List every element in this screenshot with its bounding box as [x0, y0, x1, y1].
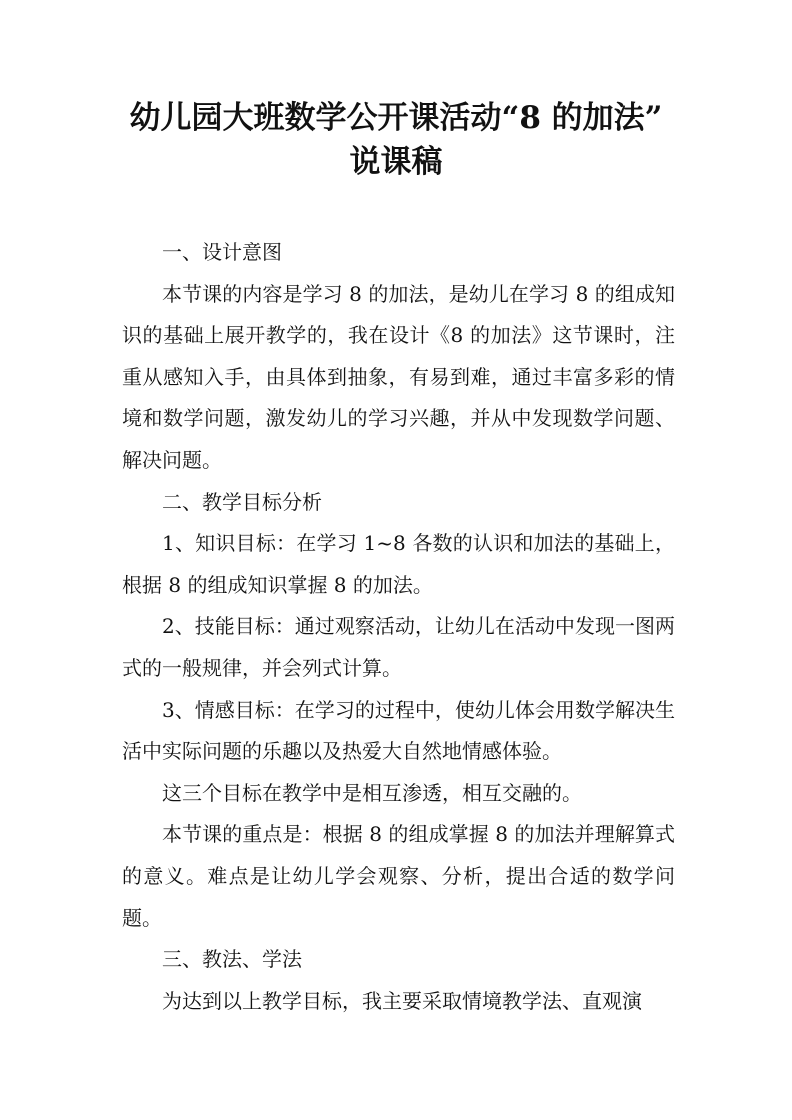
section-heading-methods: 三、教法、学法	[162, 947, 302, 972]
document-title	[110, 96, 682, 184]
paragraph-methods: 为达到以上教学目标，我主要采取情境教学法、直观演	[162, 988, 642, 1013]
section-heading-design-intent: 一、设计意图	[162, 240, 282, 264]
paragraph-knowledge-goal: 1、知识目标：在学习 1~8 各数的认识和加法的基础上，根据 8 的组成知识掌握 8 的加法。	[122, 531, 675, 597]
document-body	[122, 232, 675, 1022]
paragraph-design-intent: 本节课的内容是学习 8 的加法，是幼儿在学习 8 的组成知识的基础上展开教学的，我在设计《8 的加法》这节课时，注重从感知入手，由具体到抽象，有易到难，通过丰富多彩的情境和数学问题，激发幼儿的学习兴趣，并从中发现数学问题、解决问题。	[122, 281, 675, 472]
title-line-2: 说课稿	[349, 144, 443, 180]
title-line-1: 幼儿园大班数学公开课活动“8 的加法”	[129, 100, 663, 136]
section-heading-objectives: 二、教学目标分析	[162, 489, 322, 514]
paragraph-key-points: 本节课的重点是：根据 8 的组成掌握 8 的加法并理解算式的意义。难点是让幼儿学会观察、分析，提出合适的数学问题。	[122, 822, 675, 930]
paragraph-skill-goal: 2、技能目标：通过观察活动，让幼儿在活动中发现一图两式的一般规律，并会列式计算。	[122, 614, 675, 680]
paragraph-emotion-goal: 3、情感目标：在学习的过程中，使幼儿体会用数学解决生活中实际问题的乐趣以及热爱大自然地情感体验。	[122, 697, 675, 764]
paragraph-goals-summary: 这三个目标在教学中是相互渗透，相互交融的。	[162, 780, 582, 805]
